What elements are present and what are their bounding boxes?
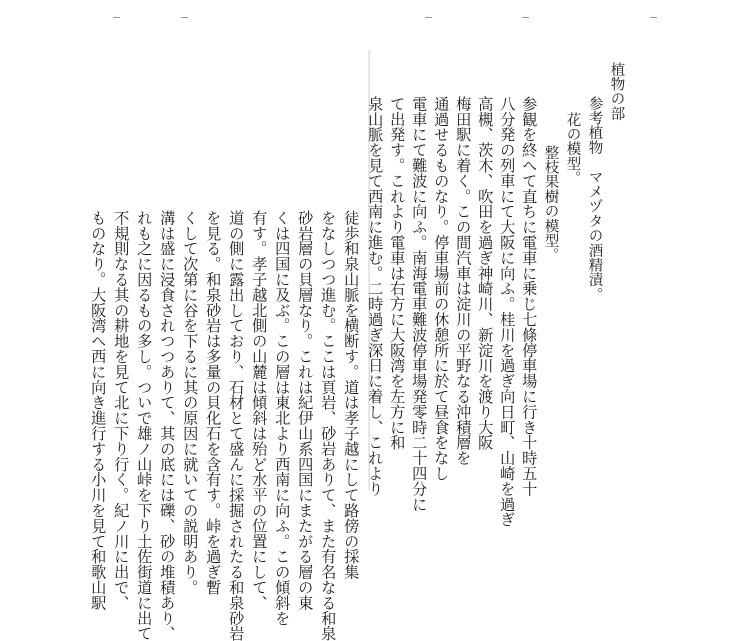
left-line-6: 道の側に露出しており、石材とて盛んに採掘されたる和泉砂岩 (227, 210, 246, 641)
left-line-10: れも之に因るもの多し。ついで雄ノ山峠を下り土佐街道に出て (135, 210, 154, 641)
left-line-1: 徒歩和泉山脈を横断す。道は孝子越にして路傍の採集 (342, 210, 361, 580)
tick-mark (650, 17, 657, 18)
right-line-8: 梅田駅に着く。この間汽車は淀川の平野なる沖積層を (454, 96, 473, 466)
right-line-12: 泉山脈を見て西南に進む。二時過ぎ深日に着し、これより (366, 96, 385, 497)
tick-mark (425, 17, 432, 18)
left-line-4: くは四国に及ぶ。この層は東北より西南に向ふ。この傾斜を (273, 210, 292, 626)
right-line-1: 植物の部 (608, 62, 625, 121)
left-line-9: 溝は盛に浸食されつつありて、其の底には礫、砂の堆積あり、 (158, 210, 177, 641)
tick-mark (181, 17, 188, 18)
left-line-5: 有す。孝子越北側の山麓は傾斜は殆ど水平の位置にして、 (250, 210, 269, 611)
right-line-7: 高槻、茨木、吹田を過ぎ神崎川、新淀川を渡り大阪 (476, 96, 495, 451)
right-line-9: 通過せるものなり。停車場前の休憩所に於て昼食をなし (432, 96, 451, 481)
right-line-10: 電車にて難波に向ふ。南海電車難波停車場発零時二十四分に (410, 96, 429, 512)
tick-mark (113, 17, 120, 18)
right-line-6: 八分発の列車にて大阪に向ふ。桂川を過ぎ向日町、山崎を過ぎ (498, 96, 517, 528)
right-line-11: て出発す。これより電車は右方に大阪湾を左方に和 (388, 96, 407, 451)
right-line-4: 整枝果樹の模型。 (542, 145, 559, 263)
left-line-12: ものなり。大阪湾へ西に向き進行する小川を見て和歌山駅 (89, 210, 108, 611)
right-line-2: 参考植物 マメヅタの酒精漬。 (586, 96, 603, 302)
left-line-8: くして次第に谷を下るに其の原因に就いての説明あり。 (181, 210, 200, 595)
left-line-7: を見る。和泉砂岩は多量の貝化石を含有す。峠を過ぎ暫 (204, 210, 223, 595)
right-line-5: 参観を終へて直ちに電車に乗じ七條停車場に行き十時五十 (520, 96, 539, 497)
left-line-3: 砂岩層の貝層なり。これは紀伊山系四国にまたがる層の東 (296, 210, 315, 611)
tick-mark (522, 17, 529, 18)
right-line-3: 花の模型。 (564, 112, 581, 186)
right-page (366, 0, 739, 528)
left-line-2: をなしつつ進む。ここは頁岩、砂岩ありて、また有名なる和泉 (319, 210, 338, 641)
left-line-11: 不規則なる其の耕地を見て北に下り行く。紀ノ川に出で、 (112, 210, 131, 611)
